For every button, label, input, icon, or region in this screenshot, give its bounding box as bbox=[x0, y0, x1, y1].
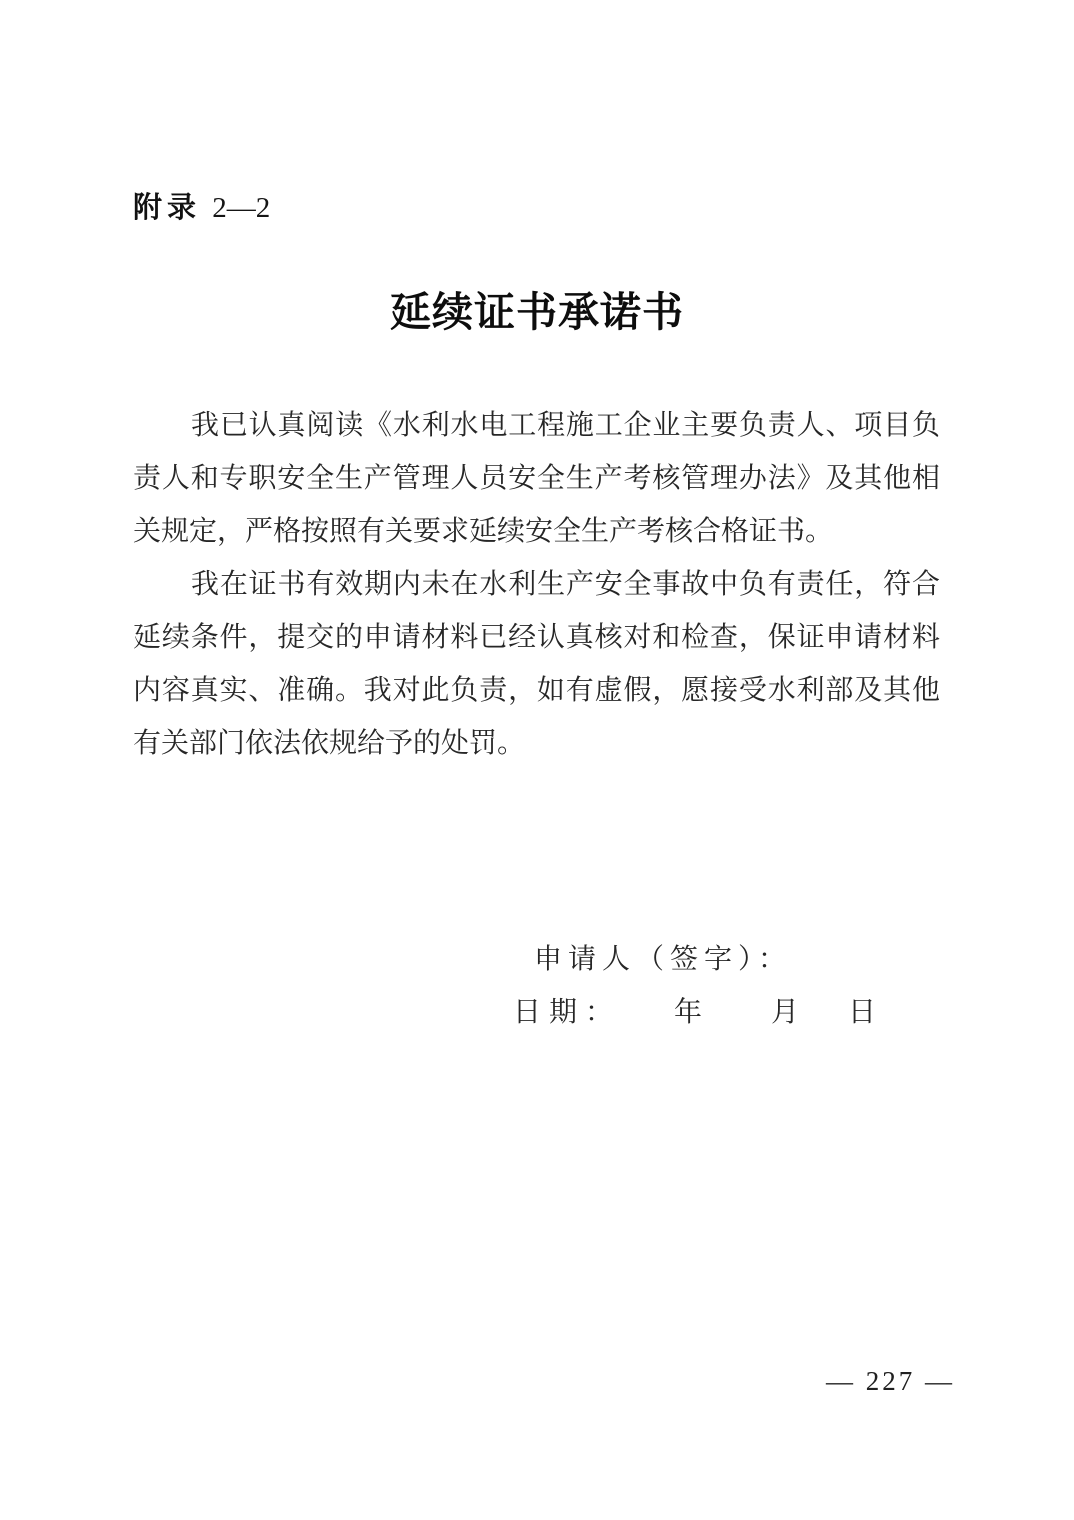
paragraph-2-line-4: 有关部门依法依规给予的处罚。 bbox=[133, 728, 526, 759]
page-number: — 227 — bbox=[826, 1366, 955, 1396]
appendix-prefix: 附录 bbox=[133, 192, 202, 224]
document-title: 延续证书承诺书 bbox=[390, 289, 684, 335]
paragraph-1-line-3: 关规定，严格按照有关要求延续安全生产考核合格证书。 bbox=[133, 516, 834, 547]
date-label: 日期： bbox=[513, 997, 622, 1028]
day-label: 日 bbox=[848, 997, 885, 1028]
applicant-signature-label: 申请人（签字）： bbox=[534, 944, 793, 975]
month-label: 月 bbox=[771, 997, 808, 1028]
year-label: 年 bbox=[674, 997, 711, 1028]
paragraph-2-line-1: 我在证书有效期内未在水利生产安全事故中负有责任，符合 bbox=[191, 569, 940, 600]
paragraph-1-line-1: 我已认真阅读《水利水电工程施工企业主要负责人、项目负 bbox=[191, 410, 940, 441]
date-line bbox=[513, 995, 884, 1031]
appendix-number: 2—2 bbox=[212, 192, 271, 224]
paragraph-2-line-3: 内容真实、准确。我对此负责，如有虚假，愿接受水利部及其他 bbox=[133, 675, 940, 706]
body-text bbox=[133, 399, 940, 770]
paragraph-1-line-2: 责人和专职安全生产管理人员安全生产考核管理办法》及其他相 bbox=[133, 463, 940, 494]
paragraph-2-line-2: 延续条件，提交的申请材料已经认真核对和检查，保证申请材料 bbox=[133, 622, 940, 653]
appendix-label bbox=[133, 191, 270, 225]
